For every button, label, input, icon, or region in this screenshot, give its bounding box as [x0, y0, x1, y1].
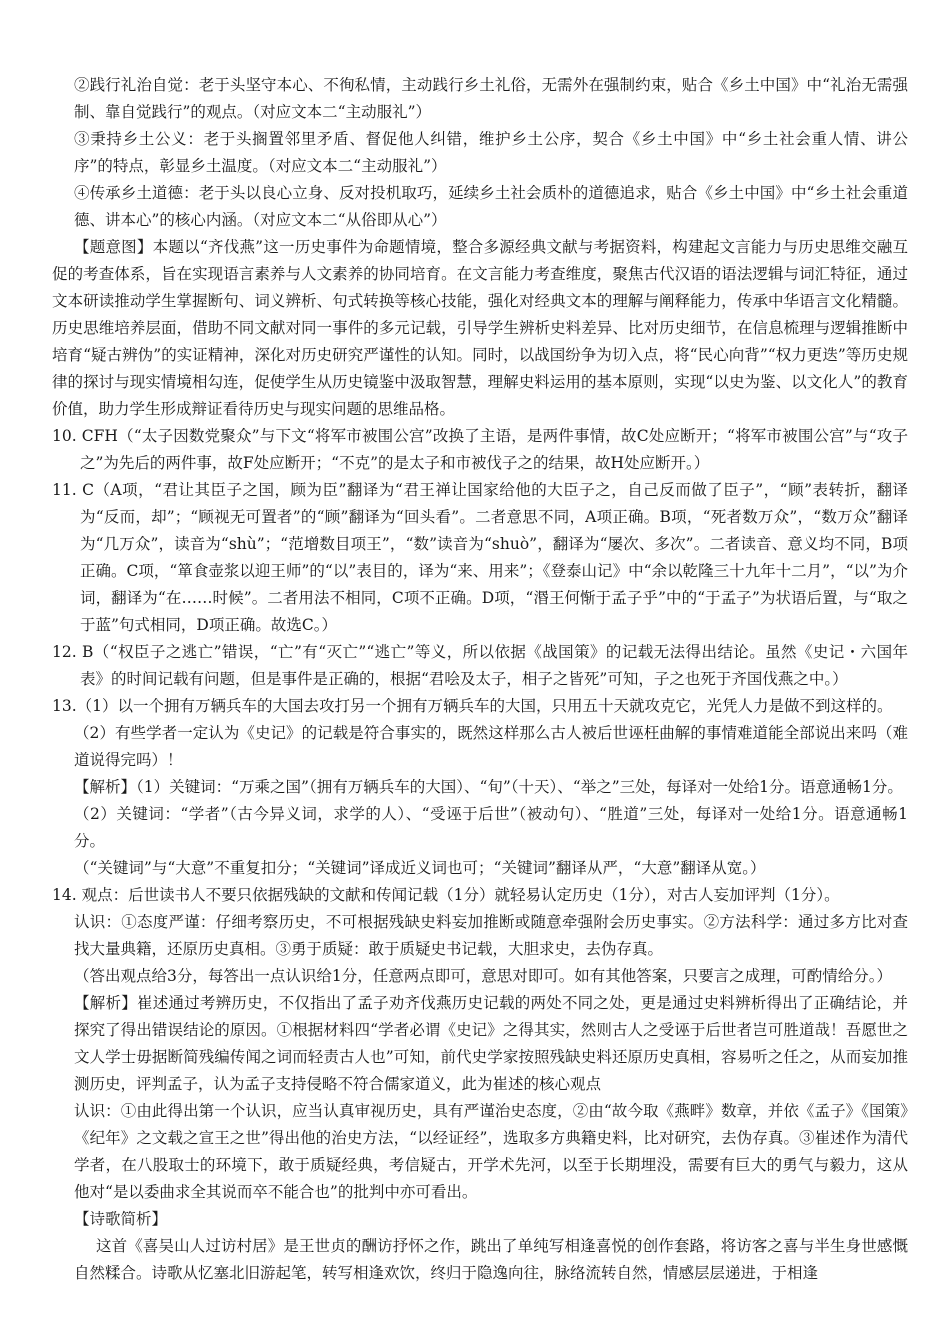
- paragraph: （2）有些学者一定认为《史记》的记载是符合事实的，既然这样那么古人被后世诬枉曲解的事情难道能全部说出来吗（难道说得完吗）！: [74, 724, 908, 769]
- paragraph: 【题意图】本题以“齐伐燕”这一历史事件为命题情境，整合多源经典文献与考据资料，构建起文言能力与历史思维交融互促的考查体系，旨在实现语言素养与人文素养的协同培育。在文言能力考查维度，聚焦古代汉语的语法逻辑与词汇特征，通过文本研读推动学生掌握断句、词义辨析、句式转换等核心技能，强化对经典文本的理解与阐释能力，传承中华语言文化精髓。历史思维培养层面，借助不同文献对同一事件的多元记载，引导学生辨析史料差异、比对历史细节，在信息梳理与逻辑推断中培育“疑古辨伪”的实证精神，深化对历史研究严谨性的认知。同时，以战国纷争为切入点，将“民心向背”“权力更迭”等历史规律的探讨与现实情境相勾连，促使学生从历史镜鉴中汲取智慧，理解史料运用的基本原则，实现“以史为鉴、以文化人”的教育价值，助力学生形成辩证看待历史与现实问题的思维品格。: [52, 238, 908, 418]
- paragraph: 【解析】崔述通过考辨历史，不仅指出了孟子劝齐伐燕历史记载的两处不同之处，更是通过史料辨析得出了正确结论，并探究了得出错误结论的原因。①根据材料四“学者必谓《史记》之得其实，然则古人之受诬于后世者岂可胜道哉！吾愿世之文人学士毋据断简残编传闻之词而轻责古人也”可知，前代史学家按照残缺史料还原历史真相，容易听之任之，从而妄加推测历史，评判孟子，认为孟子支持侵略不符合儒家道义，此为崔述的核心观点: [74, 994, 908, 1093]
- paragraph: ④传承乡土道德：老于头以良心立身、反对投机取巧，延续乡土社会质朴的道德追求，贴合《乡土中国》中“乡土社会重道德、讲本心”的核心内涵。（对应文本二“从俗即从心”）: [74, 184, 908, 229]
- paragraph: （“关键词”与“大意”不重复扣分；“关键词”译成近义词也可；“关键词”翻译从严，“大意”翻译从宽。）: [74, 859, 766, 877]
- paragraph: 【诗歌简析】: [74, 1210, 168, 1228]
- paragraph: （答出观点给3分，每答出一点认识给1分，任意两点即可，意思对即可。如有其他答案，只要言之成理，可酌情给分。）: [74, 967, 892, 985]
- paragraph: 12. B（“权臣子之逃亡”错误，“亡”有“灭亡”“逃亡”等义，所以依据《战国策》的记载无法得出结论。虽然《史记・六国年表》的时间记载有问题，但是事件是正确的，根据“君哙及太子，相子之皆死”可知，子之也死于齐国伐燕之中。）: [52, 643, 908, 688]
- paragraph: 14. 观点：后世读书人不要只依据残缺的文献和传闻记载（1分）就轻易认定历史（1分），对古人妄加评判（1分）。: [52, 886, 840, 904]
- paragraph: ②践行礼治自觉：老于头坚守本心、不徇私情，主动践行乡土礼俗，无需外在强制约束，贴合《乡土中国》中“礼治无需强制、靠自觉践行”的观点。（对应文本二“主动服礼”）: [74, 76, 908, 121]
- paragraph: 认识：①态度严谨：仔细考察历史，不可根据残缺史料妄加推断或随意牵强附会历史事实。②方法科学：通过多方比对查找大量典籍，还原历史真相。③勇于质疑：敢于质疑史书记载，大胆求史，去伪存真。: [74, 913, 908, 958]
- paragraph: 11. C（A项，“君让其臣子之国，顾为臣”翻译为“君王禅让国家给他的大臣子之，自己反而做了臣子”，“顾”表转折，翻译为“反而，却”；“顾视无可置者”的“顾”翻译为“回头看”。二者意思不同，A项正确。B项，“死者数万众”，“数万众”翻译为“几万众”，读音为“shù”；“范增数目项王”，“数”读音为“shuò”，翻译为“屡次、多次”。二者读音、意义均不同，B项正确。C项，“箪食壶浆以迎王师”的“以”表目的，译为“来、用来”；《登泰山记》中“余以乾隆三十九年十二月”，“以”为介词，翻译为“在……时候”。二者用法不相同，C项不正确。D项，“湣王何惭于孟子乎”中的“于孟子”为状语后置，与“取之于蓝”句式相同，D项正确。故选C。）: [52, 481, 908, 634]
- paragraph: 认识：①由此得出第一个认识，应当认真审视历史，具有严谨治史态度，②由“故今取《燕畔》数章，并依《孟子》《国策》《纪年》之文载之宣王之世”得出他的治史方法，“以经证经”，选取多方典籍史料，比对研究，去伪存真。③崔述作为清代学者，在八股取士的环境下，敢于质疑经典，考信疑古，开学术先河，以至于长期埋没，需要有巨大的勇气与毅力，这从他对“是以委曲求全其说而卒不能合也”的批判中亦可看出。: [74, 1102, 908, 1201]
- paragraph: 10. CFH（“太子因数党聚众”与下文“将军市被围公宫”改换了主语，是两件事情，故C处应断开；“将军市被围公宫”与“攻子之”为先后的两件事，故F处应断开；“不克”的是太子和市被伐子之的结果，故H处应断开。）: [52, 427, 908, 472]
- document-page: [52, 72, 908, 1287]
- paragraph: （2）关键词：“学者”（古今异义词，求学的人）、“受诬于后世”（被动句）、“胜道”三处，每译对一处给1分。语意通畅1分。: [74, 805, 908, 850]
- paragraph: ③秉持乡土公义：老于头搁置邻里矛盾、督促他人纠错，维护乡土公序，契合《乡土中国》中“乡土社会重人情、讲公序”的特点，彰显乡土温度。（对应文本二“主动服礼”）: [74, 130, 908, 175]
- paragraph: 【解析】（1）关键词：“万乘之国”（拥有万辆兵车的大国）、“旬”（十天）、“举之”三处，每译对一处给1分。语意通畅1分。: [74, 778, 903, 796]
- paragraph: 这首《喜吴山人过访村居》是王世贞的酬访抒怀之作，跳出了单纯写相逢喜悦的创作套路，将访客之喜与半生身世感慨自然糅合。诗歌从忆塞北旧游起笔，转写相逢欢饮，终归于隐逸向往，脉络流转自然，情感层层递进，于相逢: [74, 1237, 908, 1282]
- paragraph: 13.（1）以一个拥有万辆兵车的大国去攻打另一个拥有万辆兵车的大国，只用五十天就攻克它，光凭人力是做不到这样的。: [52, 697, 893, 715]
